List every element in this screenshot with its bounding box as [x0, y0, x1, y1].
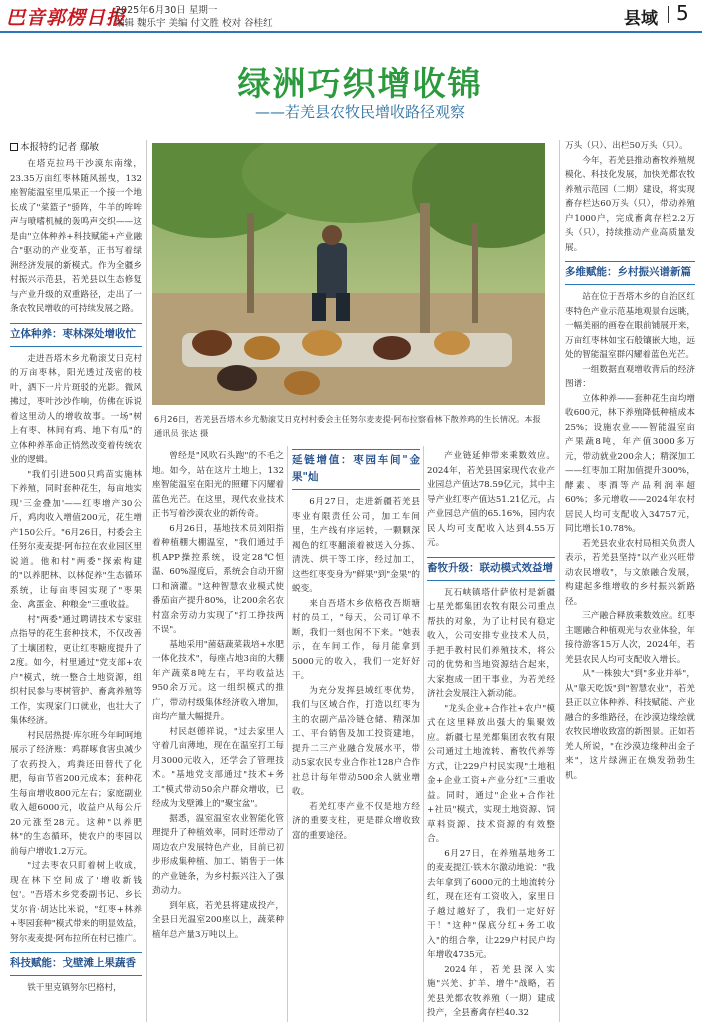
body-paragraph: 三产融合释放乘数效应。红枣主题融合种植观光与农业体验，年接待游客15万人次，2024年，若羌县农民人均可支配收入增长。: [565, 611, 695, 665]
body-paragraph: 瓦石峡镇塔什萨依村是新疆七星羌都集团农牧有限公司重点帮扶的对象，为了让村民有稳定收入，公司安排专业技术人员，手把手教村民们养殖技术，将公司的优势和当地资源结合起来，大家抱成一团干事业，为若羌经济社会发展注入新动能。: [427, 587, 555, 699]
body-paragraph: 2024年，若羌县深入实施"兴羌、扩羊、增牛"战略，若羌县羌都农牧养殖（一期）建成投产，全县畜禽存栏40.32: [427, 964, 555, 1018]
column-2: [152, 449, 284, 1022]
editors-line: 编辑 魏乐宇 美编 付文胜 校对 谷桂红: [115, 18, 273, 29]
column-5: [565, 139, 695, 1022]
body-paragraph: "我们引进500只鸡苗实施林下养殖，同时套种花生，每亩地实现'三金叠加'——红枣增产30公斤，鸡肉收入增值200元，花生增产150公斤。"6月26日，村委会主任努尔麦麦提·阿布拉在农业园区里说道。他和村"两委"探索构建的"以养肥林、以林促养"生态循环系统，让每亩枣园实现了"枣果金、禽蛋金、种粮金"三重收益。: [10, 469, 142, 610]
body-paragraph: 走进吾塔木乡尤勒滚艾日克村的万亩枣林，阳光透过茂密的枝叶，洒下一片片斑驳的光影。微风拂过，枣叶沙沙作响，仿佛在诉说着这里动人的增收故事。一场"树上有枣、林间有鸡、地下有瓜"的立体种养革命正悄然改变着传统农业的逻辑。: [10, 353, 142, 465]
section-heading-livestock: 畜牧升级：联动模式效益增: [427, 561, 553, 574]
body-paragraph: 今年，若羌县推动畜牧养殖规模化、科技化发展，加快羌都农牧养殖示范园（二期）建设，将实现畜存栏达60万头（只），带动养殖户1000户，完成畜禽存栏2.2万头（只），持续推动产业高质量发展。: [565, 155, 695, 253]
section-heading-processing: 延链增值：枣园车间"金果"灿: [292, 454, 420, 483]
body-paragraph: 铁干里克镇努尔巴格村，: [27, 983, 122, 993]
body-paragraph: 到年底，若羌县将建成投产，全县日光温室200座以上，蔬菜种植年总产量3万吨以上。: [152, 900, 284, 940]
body-paragraph: 产业链延伸带来乘数效应。2024年，若羌县国家现代农业产业园总产值达78.59亿元，其中主导产业红枣产值达51.21亿元，占产业园总产值的65.16%，园内农民人均可支配收入达到4.55万元。: [427, 451, 555, 548]
body-paragraph: 站在位于吾塔木乡的自治区红枣特色产业示范基地观景台远眺，一幅美丽的画卷在眼前铺展开来，万亩红枣林如宝石般镶嵌大地，远处的智能温室群闪耀着蓝色光芒。: [565, 292, 695, 360]
column-4: [427, 449, 555, 1022]
body-paragraph: 从"一株独大"到"多业并举"，从"靠天吃饭"到"智慧农业"，若羌县正以立体种养、科技赋能、产业融合的多维路径，在沙漠边缘绘就农牧民增收致富的新图景。正如若羌人所说，"在沙漠边缘种出金子来"，这片绿洲正在焕发勃勃生机。: [565, 669, 695, 781]
masthead-rule: [0, 31, 702, 33]
body-paragraph: 6月26日，基地技术员刘阳指着种植棚大棚温室，"我们通过手机APP操控系统，设定28℃恒温、60%湿度后，系统会自动开窗口和滴灌。"这种智慧农业模式使番茄亩产提升80%，让200余名农村富余劳动力实现了"打工挣技两不误"。: [152, 523, 284, 635]
lead-paragraph: 在塔克拉玛干沙漠东南缘，23.35万亩红枣林随风摇曳，132座智能温室里瓜果正一个接一个地长成了"菜篮子"骄阵，牛羊的哞哞声与喷嗜机械的轰鸣声交织——这是由"立体种养+科技赋能+产业融合"驱动的产业变革，正书写着绿洲经济发展的新模式。作为全疆乡村振兴示范县，若羌县以生态修复与产业升级的双重路径，走出了一条农牧民增收的可持续发展之路。: [10, 159, 142, 314]
byline-box-icon: [10, 143, 18, 151]
article-photo: [152, 143, 545, 405]
section-heading-planting: 立体种养：枣林深处增收忙: [10, 327, 136, 340]
column-divider: [287, 446, 288, 1022]
body-paragraph: 村"两委"通过聘请技术专家驻点指导的花生套种技术，不仅改善了土壤团粒，更让红枣糖度提升了2度。如今，村里通过"党支部+农户"模式，统一整合土地资源，组织村民参与枣树管护、畜禽养殖等工作，实现家门口就业，也壮大了集体经济。: [10, 614, 142, 726]
section-name: 县域: [624, 9, 658, 29]
body-paragraph: 6月27日，走进新疆若羌县枣业有限责任公司，加工车间里，生产线有序运转，一颗颗深褐色的红枣翻滚着被送入分拣、清洗、烘干等工序，经过加工，这些红枣变身为"鲜果"到"金果"的蜕变。: [292, 497, 420, 594]
body-paragraph: 曾经是"风吹石头跑"的不毛之地。如今，站在这片土地上，132座智能温室在阳光的照耀下闪耀着蓝色光芒。在这里，现代农业技术正书写着沙漠农业的新传奇。: [152, 451, 284, 519]
section-heading-revitalization: 多维赋能：乡村振兴谱新篇: [565, 266, 691, 278]
column-divider: [146, 140, 147, 1022]
page-number: 5: [676, 1, 689, 25]
column-divider: [423, 446, 424, 1022]
section-heading-technology: 科技赋能：戈壁滩上果蔬香: [10, 957, 136, 969]
section-heading-box: [565, 261, 695, 285]
body-paragraph: 来自吾塔木乡依格孜吾斯塘村的员工，"每天，公司订单不断，我们一刻也闲不下来。"她表示，在车间工作，每月能拿到5000元的收入，我们一定好好干。: [292, 598, 420, 681]
body-paragraph: 一组数据直观增收背后的经济图谱：: [565, 364, 695, 389]
section-heading-box: [427, 557, 555, 581]
column-1: [10, 157, 142, 1022]
article-headline: 绿洲巧织增收锦: [237, 64, 483, 103]
body-paragraph: "过去枣农只盯着树上收成，现在林下空间成了'增收新钱包'。"吾塔木乡党委副书记、乡长艾尔肯·胡达比米说，"红枣+林养+枣园套种"模式带来的明显效益，努尔麦麦提·阿布拉所在村已推广。: [10, 861, 142, 944]
section-heading-box: [10, 323, 142, 347]
page-separator: [668, 6, 669, 23]
body-paragraph: 万头（只）、出栏50万头（只）。: [565, 141, 688, 151]
body-paragraph: 为充分发挥县域红枣优势，我们与区域合作，打造以红枣为主的农副产品冷链仓储、精深加工、平台销售及加工投资建地，提升二三产业融合发展水平，带动5家农民专业合作社128户合作社总计每年带动500余人就业增收。: [292, 685, 420, 797]
body-paragraph: 6月27日，在养殖基地务工的麦麦提江·铁木尔激动地说："我去年拿到了6000元的土地流转分红，现在还有工资收入，家里日子越过越好了，我们一定好好干！"这种"保底分红+务工收入"的组合拳，让229户村民户均年增收4735元。: [427, 848, 555, 960]
photo-caption: 6月26日，若羌县吾塔木乡尤勒滚艾日克村村委会主任努尔麦麦提·阿布拉察看林下散养鸡的生长情况。本报通讯员 张达 摄: [154, 414, 541, 438]
body-paragraph: 若羌红枣产业不仅是地方经济的重要支柱，更是群众增收致富的重要途径。: [292, 801, 420, 841]
article-subheadline: ——若羌县农牧民增收路径观察: [255, 103, 466, 121]
newspaper-name: 巴音郭楞日报: [6, 7, 127, 29]
issue-date: 2025年6月30日 星期一: [115, 5, 218, 16]
byline: [10, 139, 99, 153]
masthead: [0, 0, 702, 30]
body-paragraph: 立体种养——套种花生亩均增收600元，林下养殖降低种植成本25%；设施农业——智能温室亩产果蔬8吨，年产值3000多万元，带动就业200余人；精深加工——红枣加工附加值提升300%，酵素、枣酒等产品利润率超60%；多元增收——2024年农村居民人均可支配收入34757元，同比增长10.78%。: [565, 393, 695, 534]
body-paragraph: 据悉，温室温室农业智能化管理提升了种植效率，同时还带动了周边农户发展特色产业，目前已初步形成集种植、加工、销售于一体的产业链条，为乡村振兴注入了强劲动力。: [152, 813, 284, 896]
body-paragraph: 村民居热提·库尔班今年呵呵地展示了经济账：鸡群啄食害虫减少了农药投入，鸡粪还田替代了化肥，每亩节省200元成本；套种花生每亩增收800元左右；家庭副业收入超6000元，收益户从每公斤20元涨至28元。这种"以养肥林"的生态循环，使农户的枣园以前每户增收1.2万元。: [10, 730, 142, 857]
body-paragraph: 若羌县农业农村局相关负责人表示，若羌县坚持"以产业兴旺带动农民增收"，与文旅融合发展，构建起多维增收的乡村振兴新路径。: [565, 538, 695, 607]
column-divider: [559, 140, 560, 1022]
body-paragraph: "龙头企业+合作社+农户"模式在这里释放出强大的集聚效应。新疆七星羌都集团农牧有限公司通过土地流转、畜牧代养等方式，让229户村民实现"土地租金+企业工资+产业分红"三重收益。同时，通过"企业+合作社+社员"模式，实现土地资源、饲草料资源、技术资源的有效整合。: [427, 703, 555, 844]
body-paragraph: 村民赵德祥说，"过去家里人守着几亩薄地，现在在温室打工每月3000元收入，还学会了管理技术。"基地党支部通过"技术+务工"模式带动50余户群众增收，已经成为戈壁滩上的"聚宝盆"。: [152, 726, 284, 809]
byline-text: 本报特约记者 鄢敏: [20, 142, 100, 153]
section-heading-box: [10, 952, 142, 976]
section-heading-box: [292, 449, 420, 490]
body-paragraph: 基地采用"菌菇蔬菜栽培+水肥一体化技术"，每座占地3亩的大棚年产蔬菜8吨左右，平均收益达950余万元。这一组织模式的推广，带动村级集体经济收入增加，亩均产量大幅提升。: [152, 639, 284, 722]
farm-scene-image: [152, 143, 545, 405]
column-3: [292, 449, 420, 1022]
